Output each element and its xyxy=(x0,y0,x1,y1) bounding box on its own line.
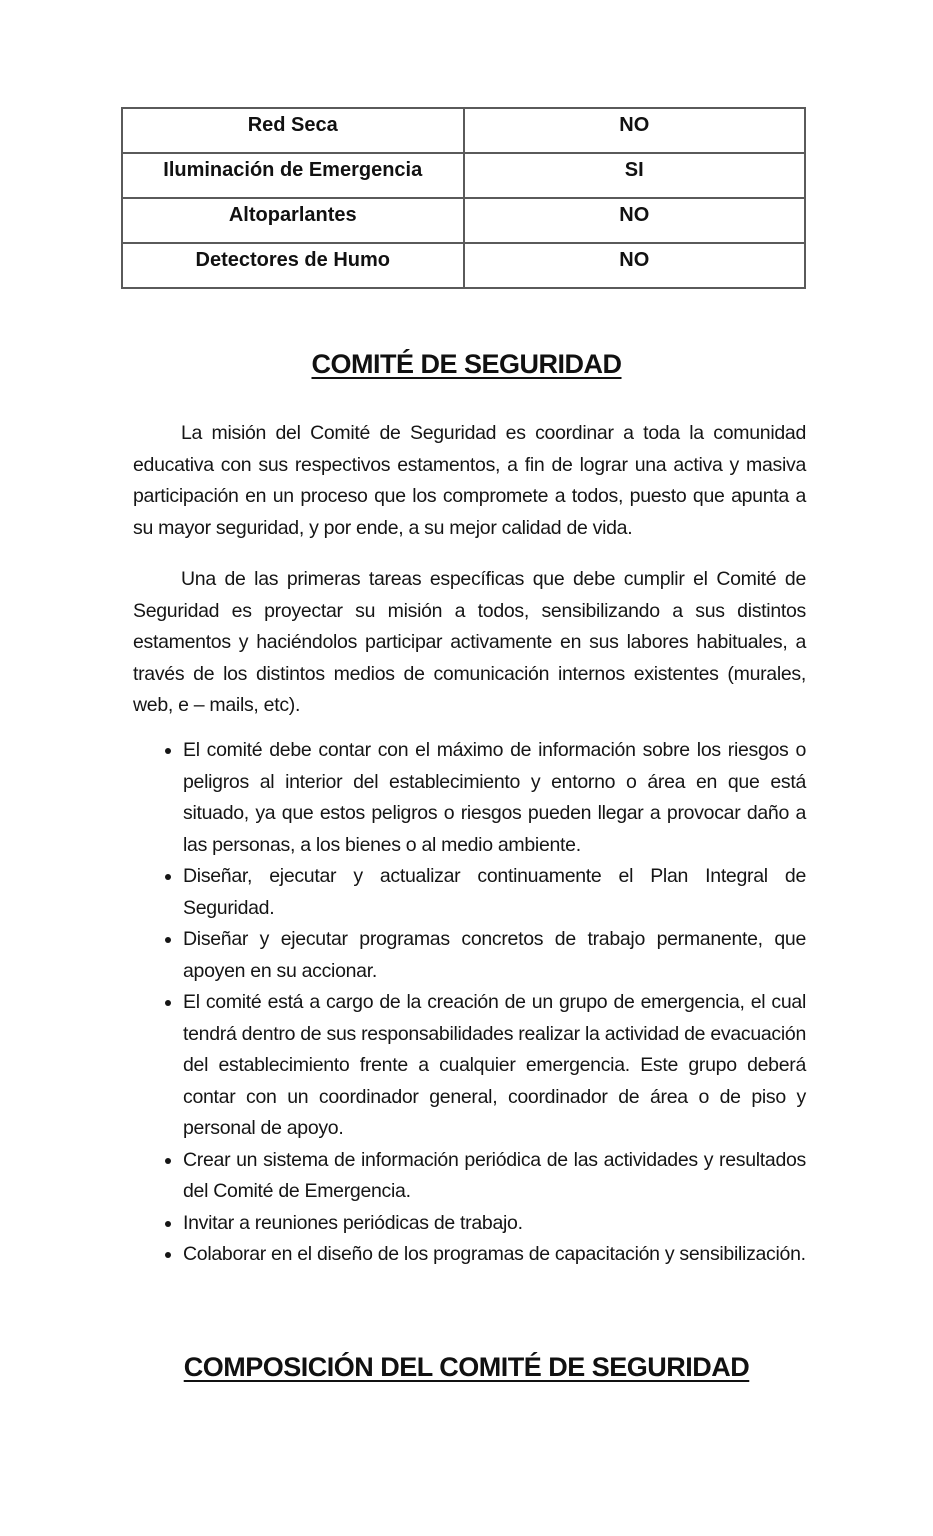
facilities-table xyxy=(121,107,806,289)
facility-value: NO xyxy=(464,243,806,288)
facility-value: NO xyxy=(464,108,806,153)
facility-label: Red Seca xyxy=(122,108,464,153)
list-item: • El comité está a cargo de la creación de un grupo de emergencia, el cual tendrá dentro de sus responsabilidades realizar la actividad de evacuación del establecimiento frente a cualquier emergencia. Este grupo deberá contar con un coordinador general, coordinador de área o de piso y personal de apoyo. xyxy=(183,987,806,1145)
list-item: • Colaborar en el diseño de los programas de capacitación y sensibilización. xyxy=(183,1239,806,1271)
table-row xyxy=(122,153,805,198)
facility-label: Detectores de Humo xyxy=(122,243,464,288)
facility-value: NO xyxy=(464,198,806,243)
committee-tasks-list xyxy=(133,735,806,1271)
facility-label: Iluminación de Emergencia xyxy=(122,153,464,198)
facility-label: Altoparlantes xyxy=(122,198,464,243)
table-row xyxy=(122,198,805,243)
list-item: • Crear un sistema de información periódica de las actividades y resultados del Comité de Emergencia. xyxy=(183,1145,806,1208)
list-item: • Diseñar, ejecutar y actualizar continuamente el Plan Integral de Seguridad. xyxy=(183,861,806,924)
facilities-table-body xyxy=(122,108,805,288)
facility-value: SI xyxy=(464,153,806,198)
paragraph-first-tasks: Una de las primeras tareas específicas que debe cumplir el Comité de Seguridad es proyectar su misión a todos, sensibilizando a sus distintos estamentos y haciéndolos participar activamente en sus labores habituales, a través de los distintos medios de comunicación internos existentes (murales, web, e – mails, etc). xyxy=(133,568,806,716)
list-item: • Diseñar y ejecutar programas concretos de trabajo permanente, que apoyen en su accionar. xyxy=(183,924,806,987)
section-heading-comite-de-seguridad: COMITÉ DE SEGURIDAD xyxy=(311,349,622,379)
paragraph-mission: La misión del Comité de Seguridad es coordinar a toda la comunidad educativa con sus respectivos estamentos, a fin de lograr una activa y masiva participación en un proceso que los compromete a todos, puesto que apunta a su mayor seguridad, y por ende, a su mejor calidad de vida. xyxy=(133,422,806,539)
table-row xyxy=(122,243,805,288)
list-item: • Invitar a reuniones periódicas de trabajo. xyxy=(183,1208,806,1240)
list-item: • El comité debe contar con el máximo de información sobre los riesgos o peligros al interior del establecimiento y entorno o área en que está situado, ya que estos peligros o riesgos pueden llegar a provocar daño a las personas, a los bienes o al medio ambiente. xyxy=(183,735,806,861)
section-heading-composicion: COMPOSICIÓN DEL COMITÉ DE SEGURIDAD xyxy=(183,1352,750,1382)
table-row xyxy=(122,108,805,153)
